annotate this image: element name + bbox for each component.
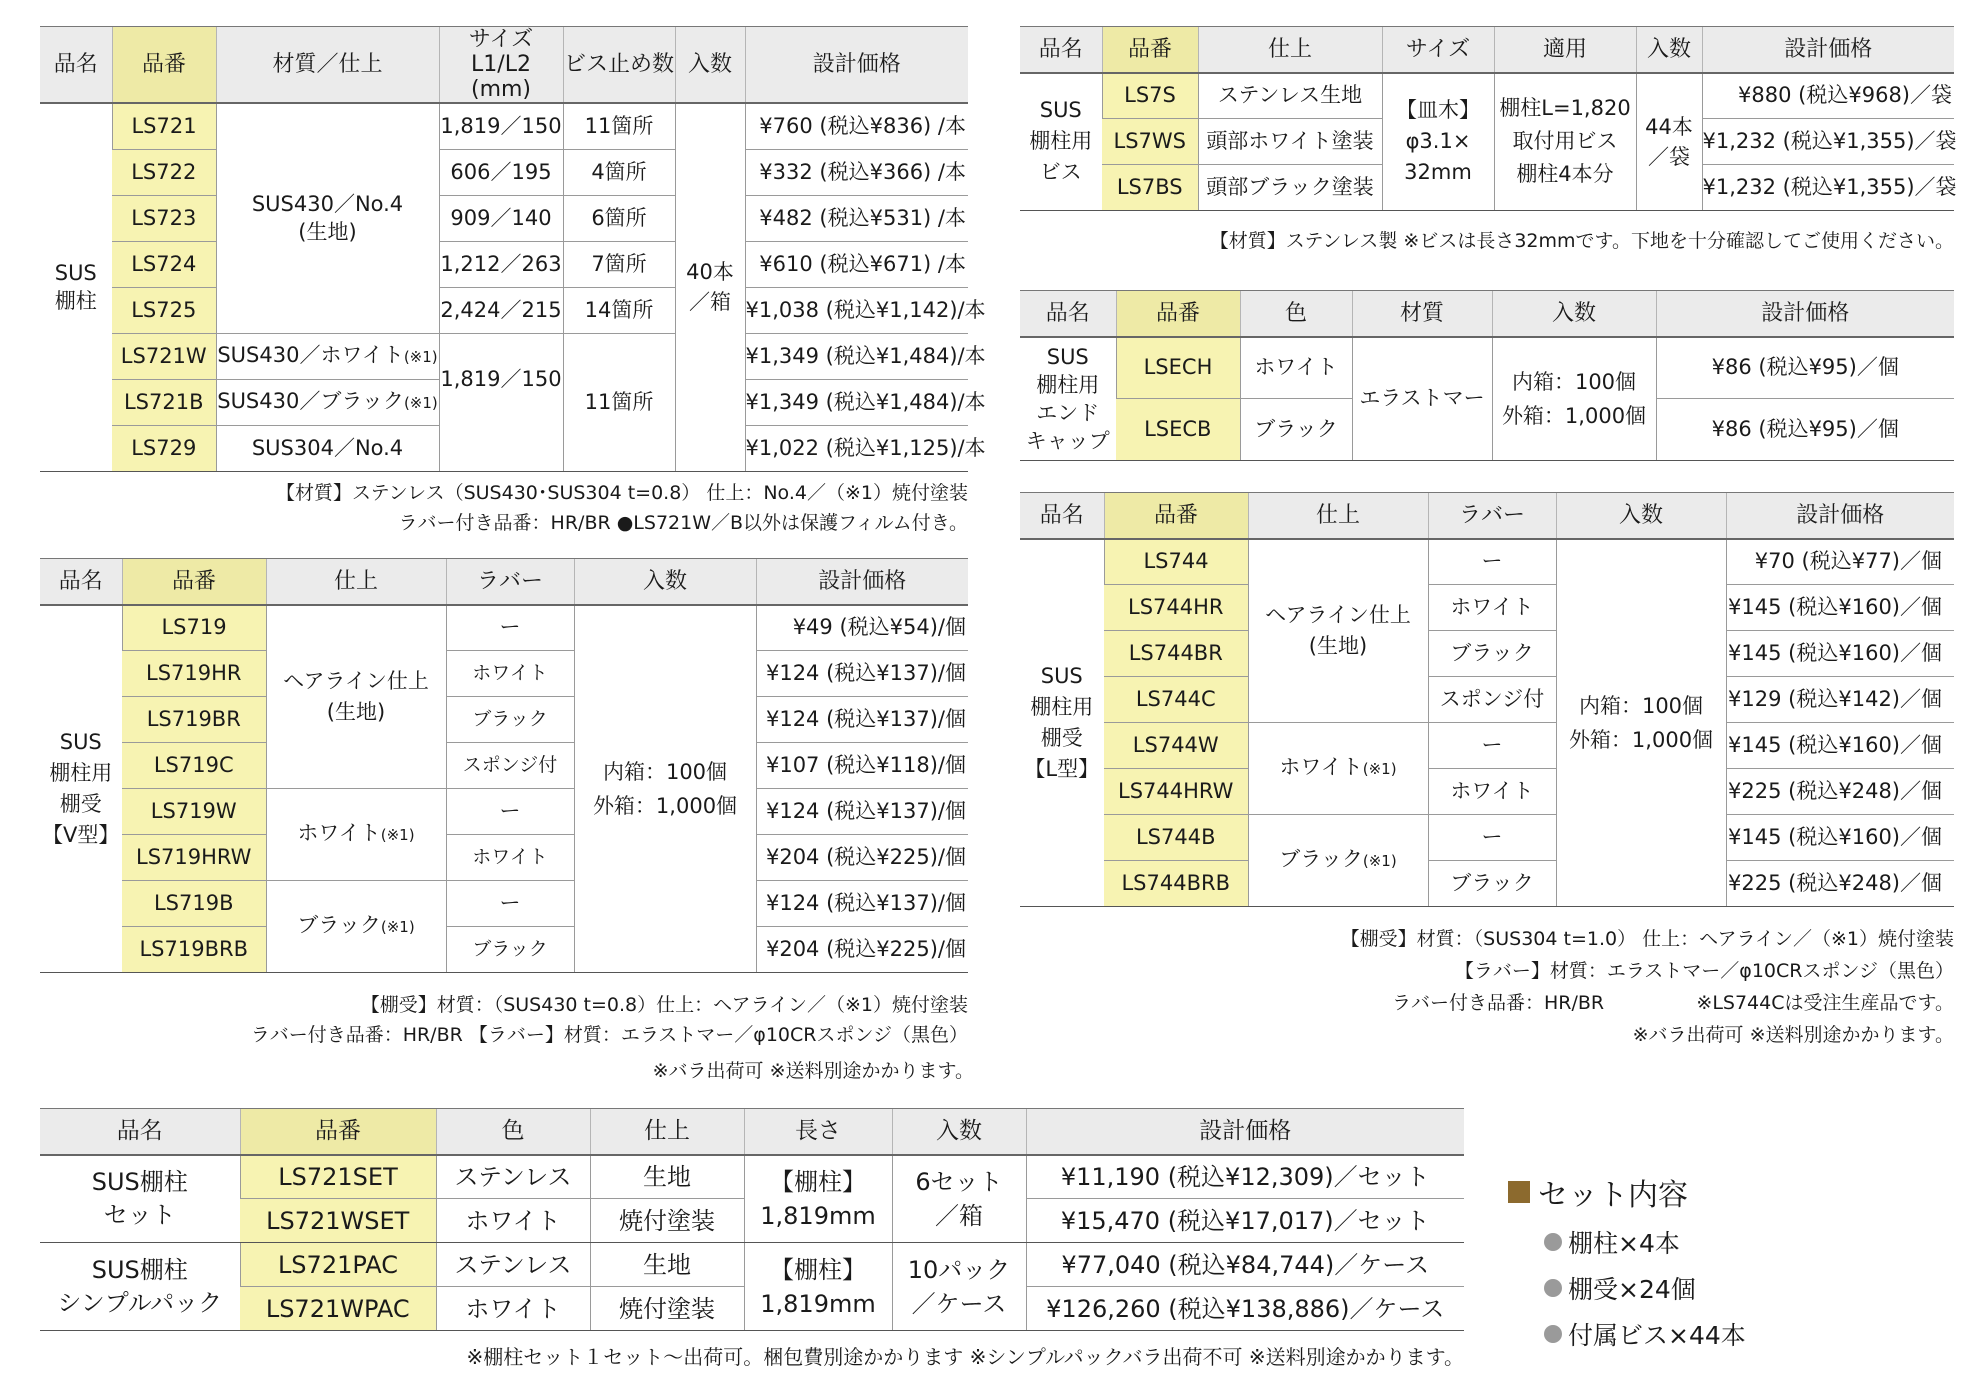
color-cell: ブラック <box>1240 399 1352 461</box>
material-text: SUS430／ブラック <box>217 388 404 413</box>
product-name-text: SUS 棚柱用 ビス <box>1029 98 1093 185</box>
table-set <box>40 1108 1464 1331</box>
price-cell: ¥1,038 (税込¥1,142)/本 <box>745 287 968 333</box>
finish-cell <box>266 605 446 789</box>
rubber-cell: ブラック <box>446 927 574 973</box>
qty-text: 6セット ／箱 <box>915 1167 1003 1230</box>
col-price: 設計価格 <box>1026 1109 1464 1155</box>
product-name <box>40 1243 240 1331</box>
product-code: LS7S <box>1102 73 1198 119</box>
rubber-cell: ホワイト <box>446 651 574 697</box>
material-cell <box>216 333 439 379</box>
col-rubber: ラバー <box>1428 493 1556 539</box>
price-cell: ¥225 (税込¥248)／個 <box>1726 769 1954 815</box>
table-screws <box>1020 26 1957 211</box>
set-item-text: 棚柱×4本 <box>1568 1229 1680 1258</box>
product-code: LS721SET <box>240 1155 436 1199</box>
t1-note-2: ラバー付き品番：HR/BR ●LS721W／B以外は保護フィルム付き。 <box>398 512 968 534</box>
col-name: 品名 <box>40 1109 240 1155</box>
material-cell: エラストマー <box>1352 337 1492 461</box>
t2-note-1: 【棚受】材質：（SUS430 t=0.8）仕上：ヘアライン／（※1）焼付塗装 <box>360 994 968 1016</box>
col-code: 品番 <box>1116 291 1240 337</box>
price-cell: ¥124 (税込¥137)/個 <box>756 697 968 743</box>
product-code: LS7BS <box>1102 165 1198 211</box>
table-end-cap <box>1020 290 1954 461</box>
col-name: 品名 <box>40 559 122 605</box>
set-item <box>1544 1224 1746 1260</box>
size-cell: 1,212／263 <box>439 241 563 287</box>
product-code: LS719HRW <box>122 835 266 881</box>
finish-text: ブラック <box>297 913 381 937</box>
material-cell <box>216 103 439 333</box>
finish-cell <box>1248 723 1428 815</box>
product-name <box>40 103 112 471</box>
t2-note-2: ラバー付き品番：HR/BR 【ラバー】材質：エラストマー／φ10CRスポンジ（黒色） <box>250 1024 968 1046</box>
product-code: LS744HRW <box>1104 769 1248 815</box>
price-cell: ¥204 (税込¥225)/個 <box>756 927 968 973</box>
qty-cell <box>574 605 756 973</box>
col-size-label: サイズL1/L2 (mm) <box>468 27 534 102</box>
t5-note-3b: ※LS744Cは受注生産品です。 <box>1696 992 1954 1014</box>
product-code: LSECB <box>1116 399 1240 461</box>
price-cell: ¥11,190 (税込¥12,309)／セット <box>1026 1155 1464 1199</box>
col-qty: 入数 <box>574 559 756 605</box>
material-cell <box>216 379 439 425</box>
finish-text: ホワイト <box>297 821 381 845</box>
note-mark: (※1) <box>380 918 415 936</box>
product-name-text: SUS棚柱 シンプルパック <box>57 1255 223 1317</box>
product-code: LS719HR <box>122 651 266 697</box>
table-bracket-v <box>40 558 968 973</box>
finish-cell: 焼付塗装 <box>590 1199 744 1243</box>
price-cell: ¥15,470 (税込¥17,017)／セット <box>1026 1199 1464 1243</box>
rubber-cell: ブラック <box>1428 631 1556 677</box>
rubber-cell: ー <box>446 881 574 927</box>
note-mark: (※1) <box>403 393 438 412</box>
t5-note-1: 【棚受】材質：（SUS304 t=1.0） 仕上：ヘアライン／（※1）焼付塗装 <box>1340 928 1954 950</box>
qty-cell <box>675 103 745 471</box>
circle-bullet-icon <box>1544 1279 1562 1297</box>
product-code: LS719B <box>122 881 266 927</box>
qty-text: 40本 ／箱 <box>686 260 734 315</box>
qty-text: 44本 ／袋 <box>1645 114 1693 169</box>
size-cell: 1,819／150 <box>439 103 563 149</box>
length-text: 【棚柱】 1,819mm <box>760 1167 876 1230</box>
set-contents <box>1508 1170 1746 1352</box>
qty-text: 内箱：100個 外箱：1,000個 <box>1568 693 1714 752</box>
col-material: 材質／仕上 <box>216 27 439 104</box>
rubber-cell: ー <box>1428 815 1556 861</box>
product-code: LS724 <box>112 241 216 287</box>
product-code: LS723 <box>112 195 216 241</box>
finish-cell: 頭部ブラック塗装 <box>1198 165 1382 211</box>
qty-text: 内箱：100個 外箱：1,000個 <box>1501 369 1647 428</box>
col-qty: 入数 <box>892 1109 1026 1155</box>
col-price: 設計価格 <box>745 27 968 104</box>
price-cell: ¥124 (税込¥137)/個 <box>756 651 968 697</box>
length-cell <box>744 1243 892 1331</box>
table-bracket-l <box>1020 492 1954 907</box>
col-code: 品番 <box>1102 27 1198 73</box>
product-code: LSECH <box>1116 337 1240 399</box>
col-name: 品名 <box>1020 493 1104 539</box>
col-finish: 仕上 <box>1248 493 1428 539</box>
material-text: SUS430／ホワイト <box>217 342 404 367</box>
finish-cell: 生地 <box>590 1243 744 1287</box>
product-code: LS744BR <box>1104 631 1248 677</box>
price-cell: ¥124 (税込¥137)/個 <box>756 881 968 927</box>
col-color: 色 <box>1240 291 1352 337</box>
col-color: 色 <box>436 1109 590 1155</box>
price-cell: ¥145 (税込¥160)／個 <box>1726 585 1954 631</box>
size-cell: 2,424／215 <box>439 287 563 333</box>
rubber-cell: ー <box>1428 539 1556 585</box>
price-cell: ¥126,260 (税込¥138,886)／ケース <box>1026 1287 1464 1331</box>
price-cell: ¥70 (税込¥77)／個 <box>1726 539 1954 585</box>
color-cell: ステンレス <box>436 1243 590 1287</box>
qty-cell <box>1636 73 1702 211</box>
circle-bullet-icon <box>1544 1325 1562 1343</box>
col-finish: 仕上 <box>266 559 446 605</box>
col-code: 品番 <box>122 559 266 605</box>
color-cell: ホワイト <box>436 1287 590 1331</box>
col-qty: 入数 <box>1556 493 1726 539</box>
rubber-cell: ホワイト <box>1428 769 1556 815</box>
finish-cell: 頭部ホワイト塗装 <box>1198 119 1382 165</box>
screw-cell: 6箇所 <box>563 195 675 241</box>
price-cell: ¥1,349 (税込¥1,484)/本 <box>745 333 968 379</box>
price-cell: ¥145 (税込¥160)／個 <box>1726 815 1954 861</box>
set-contents-title-text: セット内容 <box>1538 1178 1688 1213</box>
rubber-cell: スポンジ付 <box>1428 677 1556 723</box>
rubber-cell: ー <box>446 605 574 651</box>
note-mark: (※1) <box>380 826 415 844</box>
price-cell: ¥124 (税込¥137)/個 <box>756 789 968 835</box>
finish-cell: 生地 <box>590 1155 744 1199</box>
set-item <box>1544 1316 1746 1352</box>
t1-note-1: 【材質】ステンレス（SUS430･SUS304 t=0.8） 仕上：No.4／（※1）焼付塗装 <box>275 482 968 504</box>
product-name-text: SUS 棚柱用 棚受 【L型】 <box>1024 663 1100 781</box>
finish-text: ヘアライン仕上 (生地) <box>1265 602 1411 658</box>
price-cell: ¥225 (税込¥248)／個 <box>1726 861 1954 907</box>
price-cell: ¥880 (税込¥968)／袋 <box>1702 73 1954 119</box>
rubber-cell: ホワイト <box>1428 585 1556 631</box>
rubber-cell: ブラック <box>446 697 574 743</box>
rubber-cell: ホワイト <box>446 835 574 881</box>
screw-cell: 4箇所 <box>563 149 675 195</box>
col-name: 品名 <box>40 27 112 104</box>
price-cell: ¥77,040 (税込¥84,744)／ケース <box>1026 1243 1464 1287</box>
finish-text: ブラック <box>1279 847 1363 871</box>
product-code: LS721W <box>112 333 216 379</box>
col-finish: 仕上 <box>1198 27 1382 73</box>
screw-cell: 14箇所 <box>563 287 675 333</box>
color-cell: ホワイト <box>1240 337 1352 399</box>
col-use: 適用 <box>1494 27 1636 73</box>
product-code: LS744HR <box>1104 585 1248 631</box>
product-name-text: SUS 棚柱 <box>54 261 97 314</box>
product-name <box>40 605 122 973</box>
screw-cell: 11箇所 <box>563 103 675 149</box>
use-text: 棚柱L=1,820 取付用ビス 棚柱4本分 <box>1499 96 1631 187</box>
price-cell: ¥145 (税込¥160)／個 <box>1726 631 1954 677</box>
finish-cell: ステンレス生地 <box>1198 73 1382 119</box>
qty-cell <box>1556 539 1726 907</box>
color-cell: ステンレス <box>436 1155 590 1199</box>
qty-text: 内箱：100個 外箱：1,000個 <box>592 759 738 818</box>
col-size <box>439 27 563 104</box>
finish-cell <box>1248 815 1428 907</box>
t6-note-1: ※棚柱セット１セット〜出荷可。梱包費別途かかります ※シンプルパックバラ出荷不可 ※送料別途かかります。 <box>466 1345 1464 1369</box>
col-price: 設計価格 <box>756 559 968 605</box>
product-name-text: SUS棚柱 セット <box>91 1167 188 1229</box>
size-cell: 909／140 <box>439 195 563 241</box>
product-name-text: SUS 棚柱用 エンド キャップ <box>1025 344 1110 453</box>
finish-cell: 焼付塗装 <box>590 1287 744 1331</box>
col-code: 品番 <box>1104 493 1248 539</box>
screw-cell: 11箇所 <box>563 333 675 471</box>
price-cell: ¥610 (税込¥671) /本 <box>745 241 968 287</box>
t3-note-1: 【材質】ステンレス製 ※ビスは長さ32mmです。下地を十分確認してご使用ください。 <box>1209 230 1954 252</box>
qty-cell <box>892 1155 1026 1243</box>
rubber-cell: ー <box>446 789 574 835</box>
price-cell: ¥86 (税込¥95)／個 <box>1656 337 1954 399</box>
price-cell: ¥145 (税込¥160)／個 <box>1726 723 1954 769</box>
col-qty: 入数 <box>1492 291 1656 337</box>
product-code: LS721B <box>112 379 216 425</box>
t5-note-3a: ラバー付き品番：HR/BR <box>1392 992 1605 1014</box>
product-code: LS719W <box>122 789 266 835</box>
col-qty: 入数 <box>1636 27 1702 73</box>
col-price: 設計価格 <box>1726 493 1954 539</box>
product-code: LS719C <box>122 743 266 789</box>
product-name-text: SUS 棚柱用 棚受 【V型】 <box>42 729 120 847</box>
finish-cell <box>266 789 446 881</box>
price-cell: ¥86 (税込¥95)／個 <box>1656 399 1954 461</box>
price-cell: ¥1,232 (税込¥1,355)／袋 <box>1702 165 1954 211</box>
qty-text: 10パック ／ケース <box>907 1255 1011 1318</box>
length-text: 【棚柱】 1,819mm <box>760 1255 876 1318</box>
price-cell: ¥107 (税込¥118)/個 <box>756 743 968 789</box>
circle-bullet-icon <box>1544 1233 1562 1251</box>
set-item <box>1544 1270 1746 1306</box>
square-bullet-icon <box>1508 1181 1530 1203</box>
note-mark: (※1) <box>1362 760 1397 778</box>
color-cell: ホワイト <box>436 1199 590 1243</box>
price-cell: ¥332 (税込¥366) /本 <box>745 149 968 195</box>
product-code: LS722 <box>112 149 216 195</box>
col-size: サイズ <box>1382 27 1494 73</box>
length-cell <box>744 1155 892 1243</box>
product-name <box>1020 337 1116 461</box>
col-finish: 仕上 <box>590 1109 744 1155</box>
col-qty: 入数 <box>675 27 745 104</box>
product-code: LS725 <box>112 287 216 333</box>
product-code: LS744BRB <box>1104 861 1248 907</box>
rubber-cell: スポンジ付 <box>446 743 574 789</box>
col-length: 長さ <box>744 1109 892 1155</box>
product-code: LS744 <box>1104 539 1248 585</box>
product-name <box>40 1155 240 1243</box>
finish-text: ホワイト <box>1279 755 1363 779</box>
table-sus-shelf-pillar <box>40 26 986 472</box>
note-mark: (※1) <box>403 347 438 366</box>
price-cell: ¥760 (税込¥836) /本 <box>745 103 968 149</box>
size-text: 【皿木】 φ3.1× 32mm <box>1396 98 1480 185</box>
rubber-cell: ブラック <box>1428 861 1556 907</box>
t5-note-4: ※バラ出荷可 ※送料別途かかります。 <box>1632 1024 1954 1046</box>
qty-cell <box>892 1243 1026 1331</box>
col-name: 品名 <box>1020 27 1102 73</box>
set-contents-title <box>1508 1170 1746 1214</box>
finish-text: ヘアライン仕上 (生地) <box>283 668 429 724</box>
size-cell: 1,819／150 <box>439 333 563 425</box>
price-cell: ¥129 (税込¥142)／個 <box>1726 677 1954 723</box>
size-cell <box>1382 73 1494 211</box>
qty-cell <box>1492 337 1656 461</box>
price-cell: ¥1,349 (税込¥1,484)/本 <box>745 379 968 425</box>
t5-note-2: 【ラバー】材質：エラストマー／φ10CRスポンジ（黒色） <box>1454 960 1954 982</box>
col-rubber: ラバー <box>446 559 574 605</box>
product-code: LS721PAC <box>240 1243 436 1287</box>
price-cell: ¥49 (税込¥54)/個 <box>756 605 968 651</box>
product-code: LS7WS <box>1102 119 1198 165</box>
col-material: 材質 <box>1352 291 1492 337</box>
finish-cell <box>1248 539 1428 723</box>
rubber-cell: ー <box>1428 723 1556 769</box>
product-code: LS719 <box>122 605 266 651</box>
product-code: LS719BRB <box>122 927 266 973</box>
material-text: SUS430／No.4 (生地) <box>251 192 404 245</box>
set-item-text: 棚受×24個 <box>1568 1275 1696 1304</box>
price-cell: ¥1,022 (税込¥1,125)/本 <box>745 425 968 471</box>
product-code: LS744W <box>1104 723 1248 769</box>
product-name <box>1020 73 1102 211</box>
screw-cell: 7箇所 <box>563 241 675 287</box>
product-code: LS744C <box>1104 677 1248 723</box>
product-code: LS729 <box>112 425 216 471</box>
finish-cell <box>266 881 446 973</box>
t2-note-3: ※バラ出荷可 ※送料別途かかります。 <box>652 1060 974 1082</box>
product-code: LS721WPAC <box>240 1287 436 1331</box>
col-code: 品番 <box>112 27 216 104</box>
product-code: LS744B <box>1104 815 1248 861</box>
price-cell: ¥482 (税込¥531) /本 <box>745 195 968 241</box>
use-cell <box>1494 73 1636 211</box>
material-cell: SUS304／No.4 <box>216 425 439 471</box>
col-name: 品名 <box>1020 291 1116 337</box>
note-mark: (※1) <box>1362 852 1397 870</box>
col-screw: ビス止め数 <box>563 27 675 104</box>
col-code: 品番 <box>240 1109 436 1155</box>
product-code: LS719BR <box>122 697 266 743</box>
product-name <box>1020 539 1104 907</box>
price-cell: ¥1,232 (税込¥1,355)／袋 <box>1702 119 1954 165</box>
price-cell: ¥204 (税込¥225)/個 <box>756 835 968 881</box>
product-code: LS721 <box>112 103 216 149</box>
col-price: 設計価格 <box>1656 291 1954 337</box>
col-price: 設計価格 <box>1702 27 1954 73</box>
product-code: LS721WSET <box>240 1199 436 1243</box>
size-cell: 606／195 <box>439 149 563 195</box>
set-item-text: 付属ビス×44本 <box>1568 1321 1746 1350</box>
size-cell-empty <box>439 425 563 471</box>
